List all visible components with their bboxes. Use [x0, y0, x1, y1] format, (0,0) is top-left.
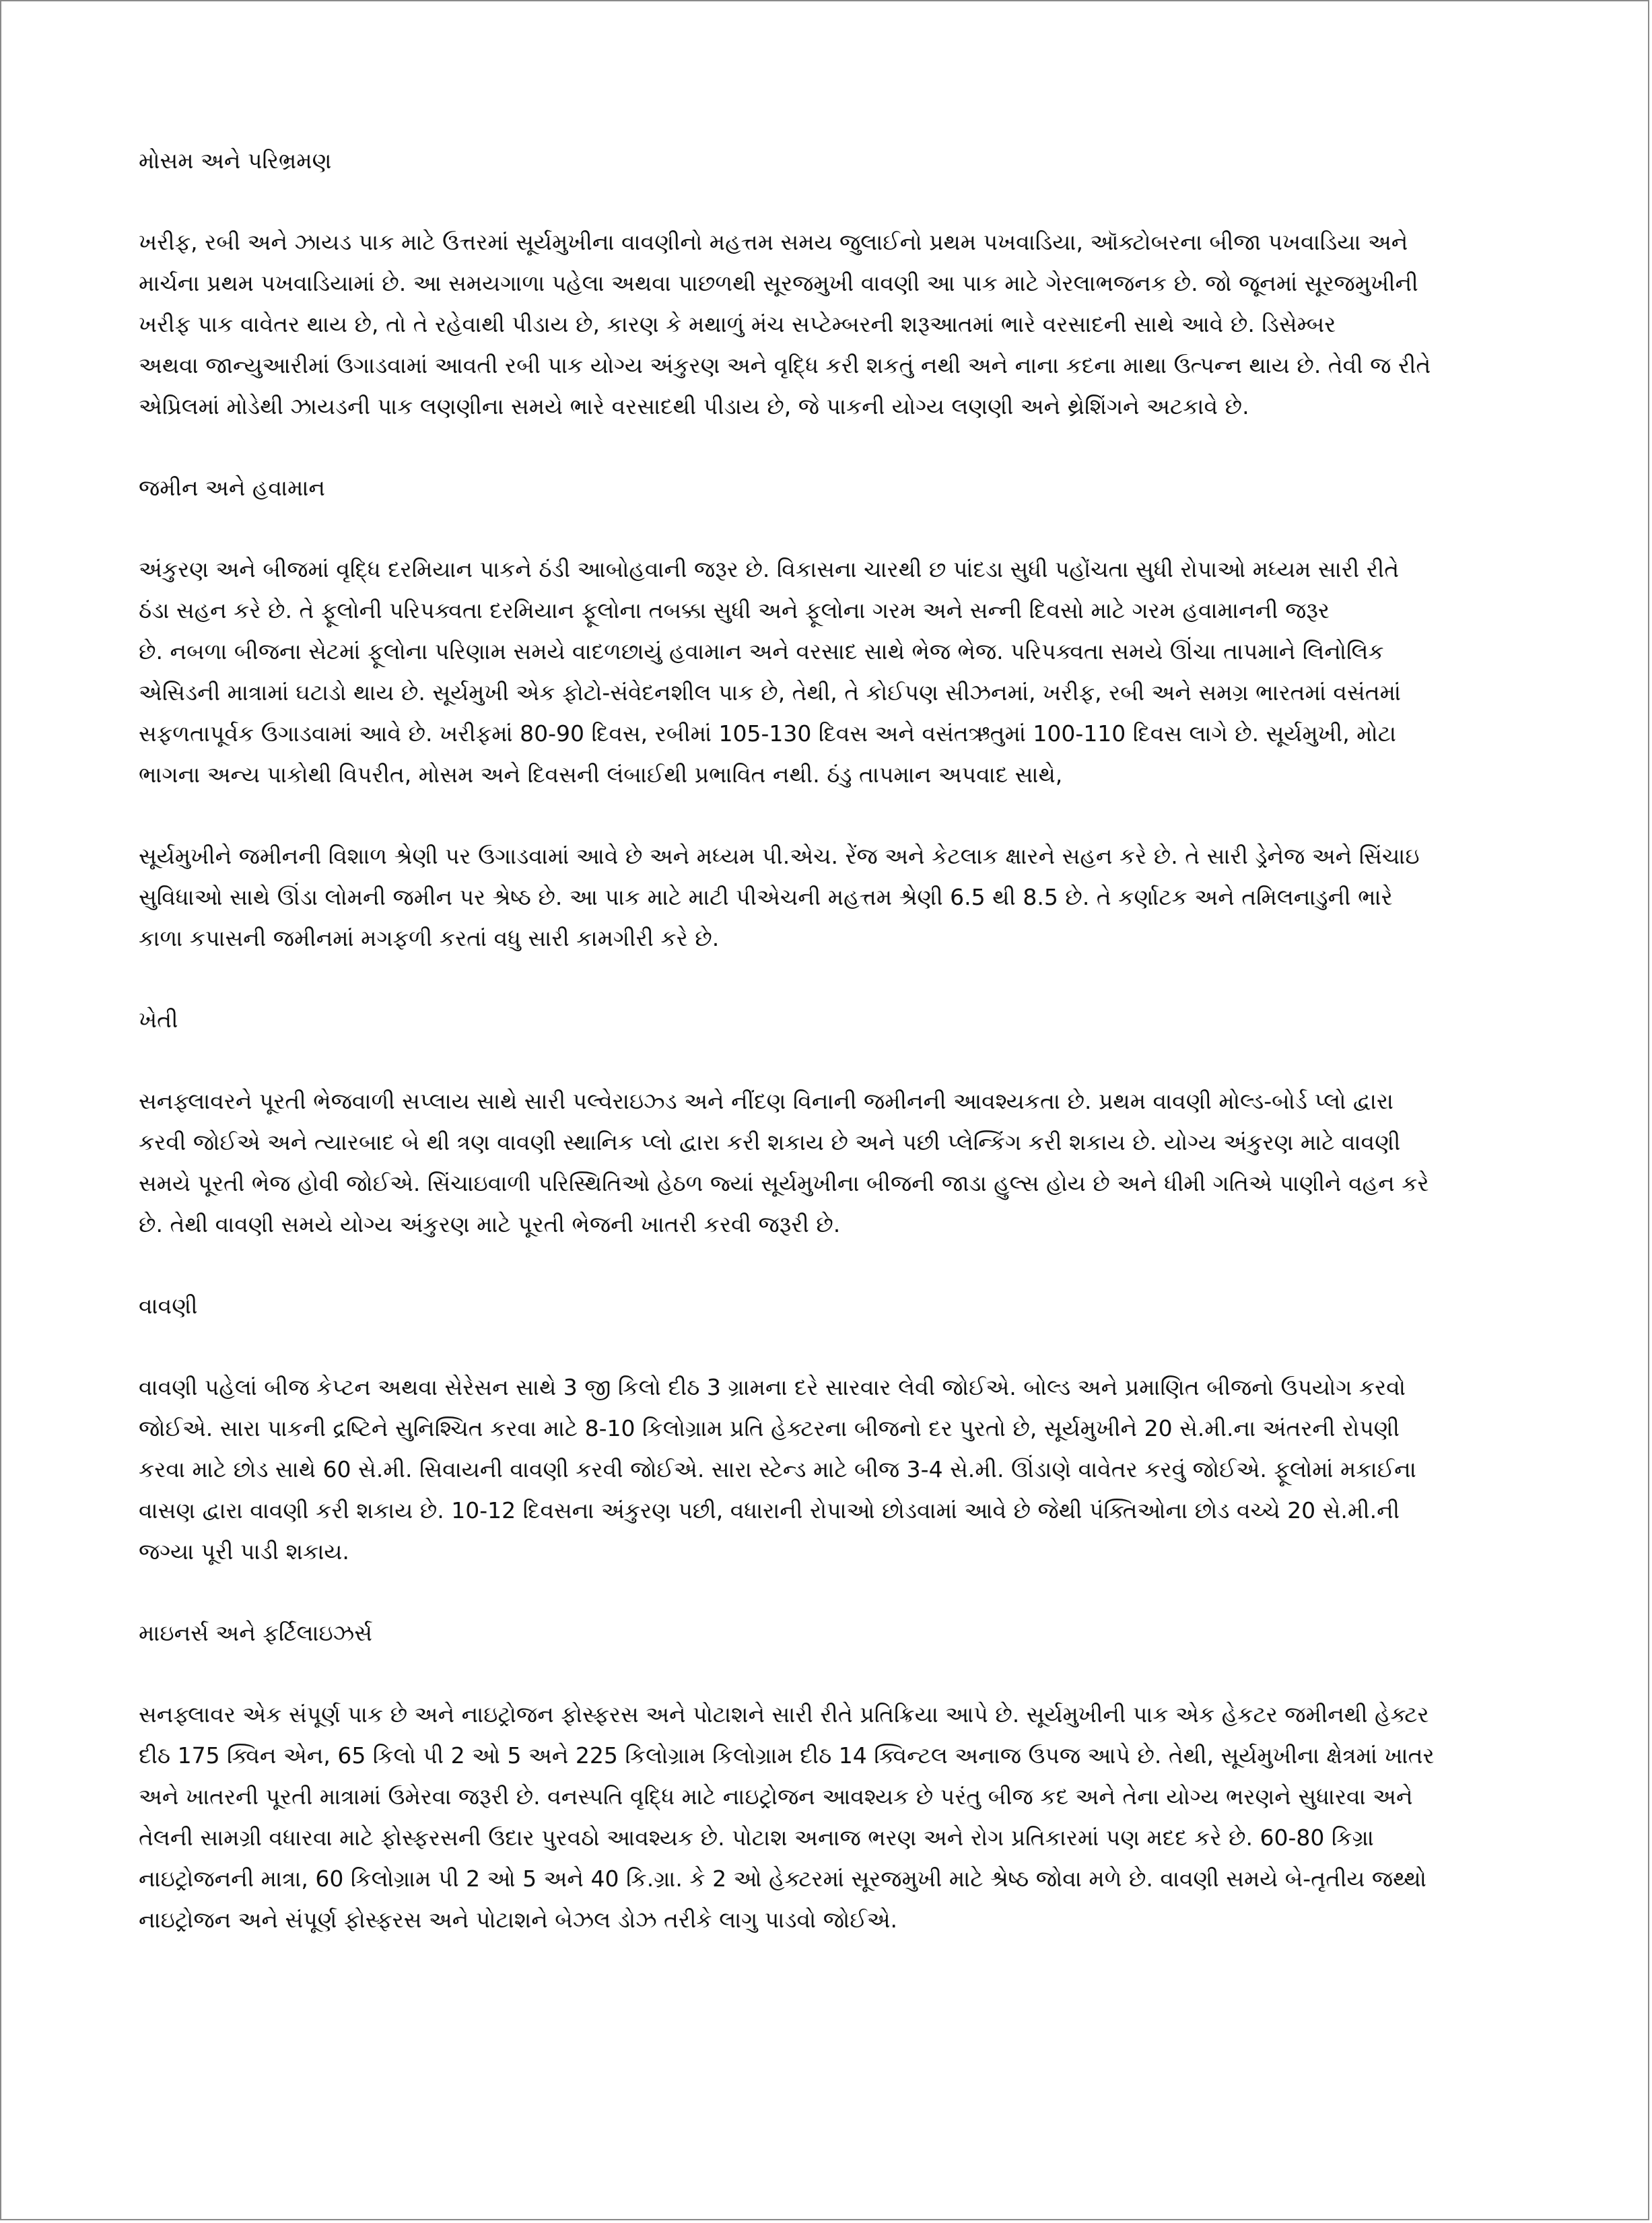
- section-heading-soil-climate: જમીન અને હવામાન: [139, 475, 325, 501]
- paragraph-season-rotation: ખરીફ, રબી અને ઝાયડ પાક માટે ઉત્તરમાં સૂર્યમુખીના વાવણીનો મહત્તમ સમય જુલાઈનો પ્રથમ પખવાડિયા, ઑક્ટોબરના બીજા પખવાડિયા અને માર્ચના પ્રથમ પખવાડિયામાં છે. આ સમયગાળા પહેલા અથવા પાછળથી સૂરજમુખી વાવણી આ પાક માટે ગેરલાભજનક છે. જો જૂનમાં સૂરજમુખીની ખરીફ પાક વાવેતર થાય છે, તો તે રહેવાથી પીડાય છે, કારણ કે મથાળું મંચ સપ્ટેમ્બરની શરૂઆતમાં ભારે વરસાદની સાથે આવે છે. ડિસેમ્બર અથવા જાન્યુઆરીમાં ઉગાડવામાં આવતી રબી પાક યોગ્ય અંકુરણ અને વૃદ્ધિ કરી શકતું નથી અને નાના કદના માથા ઉત્પન્ન થાય છે. તેવી જ રીતે એપ્રિલમાં મોડેથી ઝાયડની પાક લણણીના સમયે ભારે વરસાદથી પીડાય છે, જે પાકની યોગ્ય લણણી અને થ્રેશિંગને અટકાવે છે.: [139, 229, 1431, 419]
- document-body: [139, 140, 1485, 1981]
- section-heading-fertilizers: માઇનર્સ અને ફર્ટિલાઇઝર્સ: [139, 1620, 372, 1646]
- section-heading-season-rotation: મોસમ અને પરિભ્રમણ: [139, 147, 332, 174]
- paragraph-fertilizers: સનફ્લાવર એક સંપૂર્ણ પાક છે અને નાઇટ્રોજન ફોસ્ફરસ અને પોટાશને સારી રીતે પ્રતિક્રિયા આપે છે. સૂર્યમુખીની પાક એક હેકટર જમીનથી હેક્ટર દીઠ 175 ક્વિન એન, 65 કિલો પી 2 ઓ 5 અને 225 કિલોગ્રામ કિલોગ્રામ દીઠ 14 ક્વિન્ટલ અનાજ ઉપજ આપે છે. તેથી, સૂર્યમુખીના ક્ષેત્રમાં ખાતર અને ખાતરની પૂરતી માત્રામાં ઉમેરવા જરૂરી છે. વનસ્પતિ વૃદ્ધિ માટે નાઇટ્રોજન આવશ્યક છે પરંતુ બીજ કદ અને તેના યોગ્ય ભરણને સુધારવા અને તેલની સામગ્રી વધારવા માટે ફોસ્ફરસની ઉદાર પુરવઠો આવશ્યક છે. પોટાશ અનાજ ભરણ અને રોગ પ્રતિકારમાં પણ મદદ કરે છે. 60-80 કિગ્રા નાઇટ્રોજનની માત્રા, 60 કિલોગ્રામ પી 2 ઓ 5 અને 40 કિ.ગ્રા. કે 2 ઓ હેક્ટરમાં સૂરજમુખી માટે શ્રેષ્ઠ જોવા મળે છે. વાવણી સમયે બે-તૃતીય જથ્થો નાઇટ્રોજન અને સંપૂર્ણ ફોસ્ફરસ અને પોટાશને બેઝલ ડોઝ તરીકે લાગુ પાડવો જોઈએ.: [139, 1701, 1435, 1933]
- section-heading-cultivation: ખેતી: [139, 1006, 178, 1033]
- paragraph-climate: અંકુરણ અને બીજમાં વૃદ્ધિ દરમિયાન પાકને ઠંડી આબોહવાની જરૂર છે. વિકાસના ચારથી છ પાંદડા સુધી પહોંચતા સુધી રોપાઓ મધ્યમ સારી રીતે ઠંડા સહન કરે છે. તે ફૂલોની પરિપક્વતા દરમિયાન ફૂલોના તબક્કા સુધી અને ફૂલોના ગરમ અને સન્ની દિવસો માટે ગરમ હવામાનની જરૂર છે. નબળા બીજના સેટમાં ફૂલોના પરિણામ સમયે વાદળછાયું હવામાન અને વરસાદ સાથે ભેજ ભેજ. પરિપક્વતા સમયે ઊંચા તાપમાને લિનોલિક એસિડની માત્રામાં ઘટાડો થાય છે. સૂર્યમુખી એક ફોટો-સંવેદનશીલ પાક છે, તેથી, તે કોઈપણ સીઝનમાં, ખરીફ, રબી અને સમગ્ર ભારતમાં વસંતમાં સફળતાપૂર્વક ઉગાડવામાં આવે છે. ખરીફમાં 80-90 દિવસ, રબીમાં 105-130 દિવસ અને વસંતઋતુમાં 100-110 દિવસ લાગે છે. સૂર્યમુખી, મોટા ભાગના અન્ય પાકોથી વિપરીત, મોસમ અને દિવસની લંબાઈથી પ્રભાવિત નથી. ઠંડુ તાપમાન અપવાદ સાથે,: [139, 556, 1401, 788]
- paragraph-sowing: વાવણી પહેલાં બીજ કેપ્ટન અથવા સેરેસન સાથે 3 જી કિલો દીઠ 3 ગ્રામના દરે સારવાર લેવી જોઈએ. બોલ્ડ અને પ્રમાણિત બીજનો ઉપયોગ કરવો જોઈએ. સારા પાકની દ્રષ્ટિને સુનિશ્ચિત કરવા માટે 8-10 કિલોગ્રામ પ્રતિ હેક્ટરના બીજનો દર પુરતો છે, સૂર્યમુખીને 20 સે.મી.ના અંતરની રોપણી કરવા માટે છોડ સાથે 60 સે.મી. સિવાયની વાવણી કરવી જોઈએ. સારા સ્ટેન્ડ માટે બીજ 3-4 સે.મી. ઊંડાણે વાવેતર કરવું જોઈએ. ફૂલોમાં મકાઈના વાસણ દ્વારા વાવણી કરી શકાય છે. 10-12 દિવસના અંકુરણ પછી, વધારાની રોપાઓ છોડવામાં આવે છે જેથી પંક્તિઓના છોડ વચ્ચે 20 સે.મી.ની જગ્યા પૂરી પાડી શકાય.: [139, 1374, 1416, 1565]
- section-heading-sowing: વાવણી: [139, 1293, 198, 1319]
- paragraph-soil: સૂર્યમુખીને જમીનની વિશાળ શ્રેણી પર ઉગાડવામાં આવે છે અને મધ્યમ પી.એચ. રેંજ અને કેટલાક ક્ષારને સહન કરે છે. તે સારી ડ્રેનેજ અને સિંચાઇ સુવિધાઓ સાથે ઊંડા લોમની જમીન પર શ્રેષ્ઠ છે. આ પાક માટે માટી પીએચની મહત્તમ શ્રેણી 6.5 થી 8.5 છે. તે કર્ણાટક અને તમિલનાડુની ભારે કાળા કપાસની જમીનમાં મગફળી કરતાં વધુ સારી કામગીરી કરે છે.: [139, 843, 1420, 951]
- paragraph-cultivation: સનફ્લાવરને પૂરતી ભેજવાળી સપ્લાય સાથે સારી પલ્વેરાઇઝ્ડ અને નીંદણ વિનાની જમીનની આવશ્યકતા છે. પ્રથમ વાવણી મોલ્ડ-બોર્ડ પ્લો દ્વારા કરવી જોઈએ અને ત્યારબાદ બે થી ત્રણ વાવણી સ્થાનિક પ્લો દ્વારા કરી શકાય છે અને પછી પ્લેન્કિંગ કરી શકાય છે. યોગ્ય અંકુરણ માટે વાવણી સમયે પૂરતી ભેજ હોવી જોઈએ. સિંચાઇવાળી પરિસ્થિતિઓ હેઠળ જ્યાં સૂર્યમુખીના બીજની જાડા હુલ્સ હોય છે અને ધીમી ગતિએ પાણીને વહન કરે છે. તેથી વાવણી સમયે યોગ્ય અંકુરણ માટે પૂરતી ભેજની ખાતરી કરવી જરૂરી છે.: [139, 1088, 1429, 1237]
